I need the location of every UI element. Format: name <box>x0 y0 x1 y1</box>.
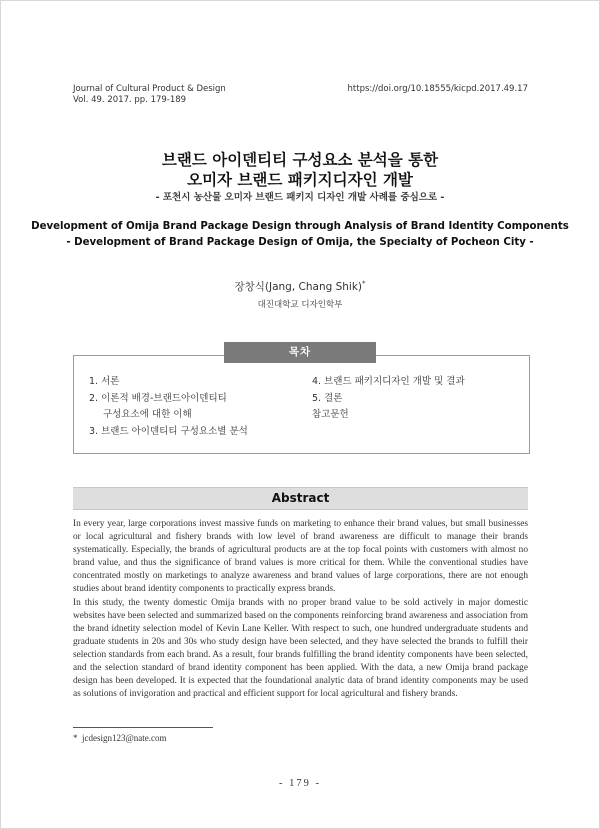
journal-header <box>73 84 226 106</box>
title-english-line2: - Development of Brand Package Design of Omija, the Specialty of Pocheon City - <box>66 237 534 248</box>
subtitle-korean: - 포천시 농산물 오미자 브랜드 패키지 디자인 개발 사례를 중심으로 - <box>155 192 445 203</box>
abstract-heading: Abstract <box>271 491 330 505</box>
footnote-email: jcdesign123@nate.com <box>82 733 167 743</box>
toc-item: 4. 브랜드 패키지디자인 개발 및 결과 <box>312 376 465 387</box>
author-affiliation: 대진대학교 디자인학부 <box>257 300 343 310</box>
toc-item: 참고문헌 <box>312 409 349 420</box>
toc-item: 구성요소에 대한 이해 <box>103 409 192 420</box>
abstract-body <box>73 518 528 701</box>
title-korean-line1: 브랜드 아이덴티티 구성요소 분석을 통한 <box>161 151 439 169</box>
page-number: - 179 - <box>279 778 321 789</box>
author-name: 장창식(Jang, Chang Shik) <box>234 281 363 293</box>
toc-heading: 목차 <box>224 342 376 363</box>
toc-right-column <box>312 374 465 424</box>
footnote-divider <box>73 727 213 728</box>
title-english-line1: Development of Omija Brand Package Design through Analysis of Brand Identity Components <box>31 221 569 232</box>
footnote <box>73 733 167 743</box>
abstract-heading-bar <box>73 487 528 510</box>
journal-volume: Vol. 49. 2017. pp. 179-189 <box>73 95 187 105</box>
doi-link[interactable]: https://doi.org/10.18555/kicpd.2017.49.17 <box>347 84 528 94</box>
journal-name: Journal of Cultural Product & Design <box>73 84 226 94</box>
toc-item: 3. 브랜드 아이덴티티 구성요소별 분석 <box>89 425 248 437</box>
abstract-paragraph: In this study, the twenty domestic Omija brands with no proper brand value to be sold actively in major domestic websites have been selected and summarized based on the components reinforcing brand awareness and association from the brand idnetity selection model of Kevin Lane Keller. With respect to such, one hundred undergraduate students and graduate students in 20s and 30s who study design have been selected, and they have selected the brands to fulfill their selection standards from each brand. As a result, four brands fulfilling the brand identity components have been selected, and the selection standard of brand identity component has been applied. With the data, a new Omija brand package design has been developed. It is expected that the foundational analytic data of brand identity components may be used as solutions of invigoration and practical and efficient support for local agricultural and fishery brands. <box>73 597 528 700</box>
abstract-paragraph: In every year, large corporations invest massive funds on marketing to enhance their brand values, but small businesses or local agricultural and fishery brands with low level of brand awareness are difficult to manage their brands systematically. Especially, the brands of agricultural products are at the top focal points with customers with almost no brand value, and thus the significance of brand values is more critical for them. While the conventional studies have concentrated mostly on marketings to analyze awareness and brand values of large corporations, there are not enough studies about brand identity components to practically express brands. <box>73 519 528 595</box>
author-footnote-mark: * <box>362 279 366 288</box>
toc-item: 2. 이론적 배경-브랜드아이덴티티 <box>89 392 227 404</box>
toc-item: 5. 결론 <box>312 392 343 404</box>
toc-left-column <box>89 374 248 440</box>
title-korean-line2: 오미자 브랜드 패키지디자인 개발 <box>187 171 413 189</box>
author-line <box>0 279 600 294</box>
footnote-mark: * <box>73 733 78 743</box>
toc-item: 1. 서론 <box>89 376 120 387</box>
